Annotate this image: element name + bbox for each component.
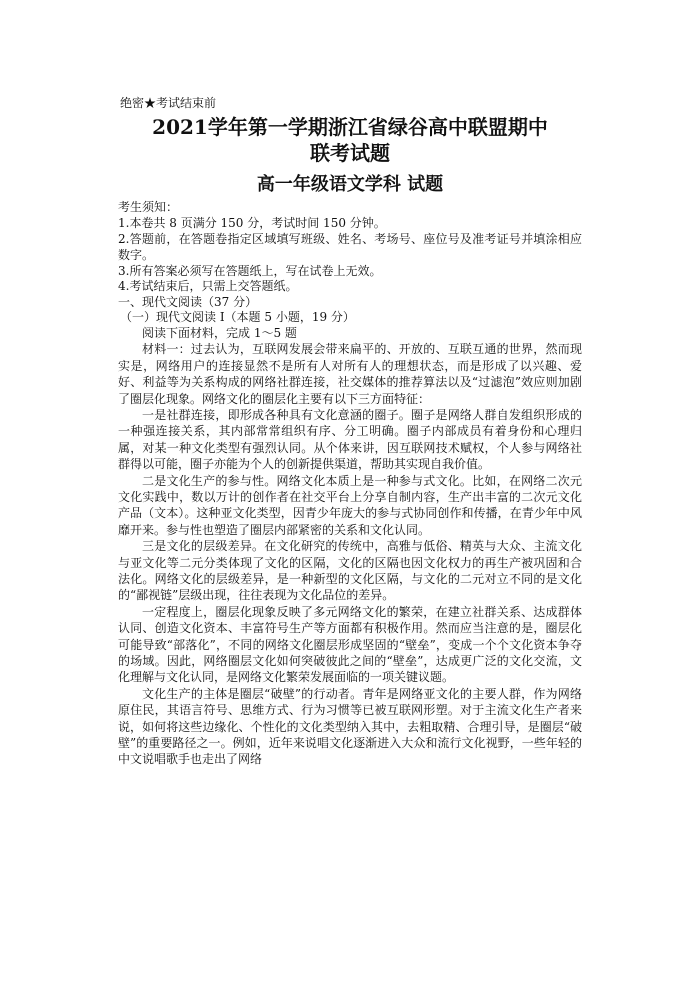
section-title: 一、现代文阅读（37 分） xyxy=(118,294,258,309)
material-paragraph: 文化生产的主体是圈层“破壁”的行动者。青年是网络亚文化的主要人群，作为网络原住民，其语言符号、思维方式、行为习惯等已被互联网形塑。对于主流文化生产者来说，如何将这些边缘化、个性化的文化类型纳入其中，去粗取精、合理引导，是圈层“破壁”的重要路径之一。例如，近年来说唱文化逐渐进入大众和流行文化视野，一些年轻的中文说唱歌手也走出了网络 xyxy=(118,686,582,767)
subsection-title: （一）现代文阅读 I（本题 5 小题，19 分） xyxy=(120,310,355,325)
material-paragraph: 材料一：过去认为，互联网发展会带来扁平的、开放的、互联互通的世界，然而现实是，网络用户的连接显然不是所有人对所有人的理想状态，而是形成了以兴趣、爱好、利益等为关系构成的网络社群连接，社交媒体的推荐算法以及“过滤泡”效应则加剧了圈层化现象。网络文化的圈层化主要有以下三方面特征： xyxy=(118,342,582,406)
secret-mark: 绝密★考试结束前 xyxy=(120,96,217,110)
exam-page xyxy=(118,96,582,768)
exam-title-line2: 联考试题 xyxy=(310,141,390,165)
exam-subtitle: 高一年级语文学科 试题 xyxy=(256,174,444,195)
reading-instruction: 阅读下面材料，完成 1～5 题 xyxy=(142,325,297,340)
notice-item: 3.所有答案必须写在答题纸上，写在试卷上无效。 xyxy=(118,263,382,278)
material-paragraph: 二是文化生产的参与性。网络文化本质上是一种参与式文化。比如，在网络二次元文化实践中，数以万计的创作者在社交平台上分享自制内容，生产出丰富的二次元文化产品（文本）。这种亚文化类型，因青少年庞大的参与式协同创作和传播，在青少年中风靡开来。参与性也塑造了圈层内部紧密的关系和文化认同。 xyxy=(118,473,582,537)
notice-item: 1.本卷共 8 页满分 150 分，考试时间 150 分钟。 xyxy=(118,215,386,230)
notice-item: 4.考试结束后，只需上交答题纸。 xyxy=(118,279,298,294)
material-paragraph: 一是社群连接，即形成各种具有文化意涵的圈子。圈子是网络人群自发组织形成的一种强连接关系，其内部常常组织有序、分工明确。圈子内部成员有着身份和心理归属，对某一种文化类型有强烈认同。从个体来讲，因互联网技术赋权，个人参与网络社群得以可能，圈子亦能为个人的创新提供渠道，帮助其实现自我价值。 xyxy=(118,407,582,472)
notice-item: 2.答题前，在答题卷指定区域填写班级、姓名、考场号、座位号及准考证号并填涂相应数字。 xyxy=(118,232,582,263)
exam-title-line1: 2021学年第一学期浙江省绿谷高中联盟期中 xyxy=(152,115,548,139)
notice-heading: 考生须知： xyxy=(118,200,179,214)
material-paragraph: 一定程度上，圈层化现象反映了多元网络文化的繁荣，在建立社群关系、达成群体认同、创造文化资本、丰富符号生产等方面都有积极作用。然而应当注意的是，圈层化可能导致“部落化”，不同的网络文化圈层形成坚固的“壁垒”，变成一个个文化资本争夺的场域。因此，网络圈层文化如何突破彼此之间的“壁垒”，达成更广泛的文化交流，文化理解与文化认同，是网络文化繁荣发展面临的一项关键议题。 xyxy=(118,604,582,685)
material-paragraph: 三是文化的层级差异。在文化研究的传统中，高雅与低俗、精英与大众、主流文化与亚文化等二元分类体现了文化的区隔，文化的区隔也因文化权力的再生产被巩固和合法化。网络文化的层级差异，是一种新型的文化区隔，与文化的二元对立不同的是文化的“鄙视链”层级出现，往往表现为文化品位的差异。 xyxy=(118,539,582,603)
